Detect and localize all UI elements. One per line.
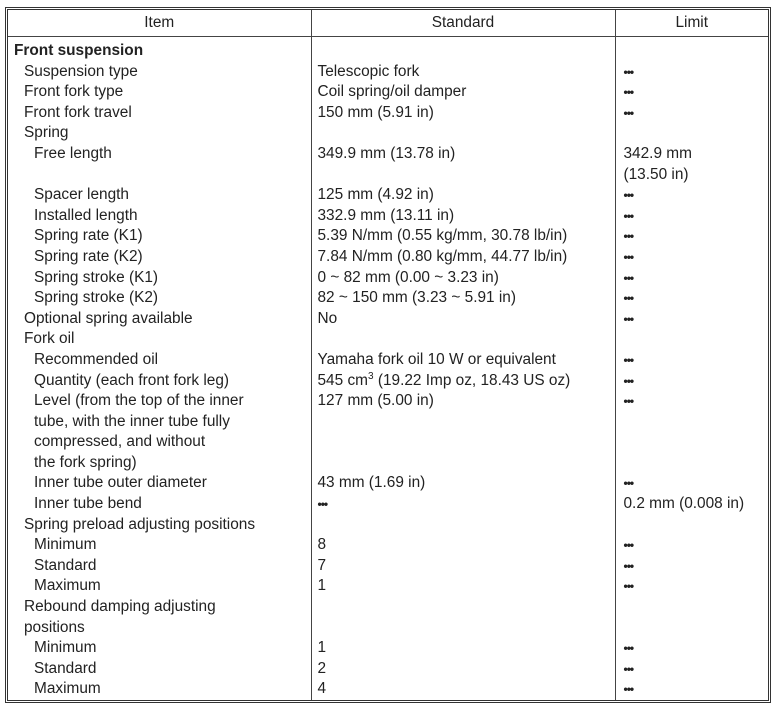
std-level: 127 mm (5.00 in) [317, 392, 434, 410]
item-quantity: Quantity (each front fork leg) [34, 371, 230, 389]
std-preload-minimum: 8 [317, 536, 327, 554]
section-row [8, 37, 768, 701]
std-spring-stroke-k1: 0 ~ 82 mm (0.00 ~ 3.23 in) [317, 268, 499, 286]
limit-quantity: ••• [623, 373, 634, 388]
section-title: Front suspension [14, 42, 144, 59]
item-spring-preload: Spring preload adjusting positions [24, 515, 256, 533]
item-rebound-minimum: Minimum [34, 639, 97, 657]
limit-inner-tube-bend: 0.2 mm (0.008 in) [623, 495, 745, 513]
item-spring-rate-k1: Spring rate (K1) [34, 227, 143, 245]
item-installed-length: Installed length [34, 206, 138, 224]
limit-free-length: 342.9 mm [623, 144, 692, 162]
limit-spring-rate-k1: ••• [623, 229, 634, 244]
item-suspension-type: Suspension type [24, 62, 138, 80]
limit-front-fork-type: ••• [623, 85, 634, 100]
std-preload-standard: 7 [317, 556, 327, 574]
header-item: Item [8, 10, 311, 37]
header-standard: Standard [311, 10, 615, 37]
std-spring-rate-k2: 7.84 N/mm (0.80 kg/mm, 44.77 lb/in) [317, 247, 568, 265]
header-row [8, 10, 768, 37]
limit-recommended-oil: ••• [623, 352, 634, 367]
item-level-line1: Level (from the top of the inner [34, 392, 244, 410]
item-rebound-maximum: Maximum [34, 680, 101, 698]
std-preload-maximum: 1 [317, 577, 327, 595]
item-optional-spring: Optional spring available [24, 309, 193, 327]
std-spring-rate-k1: 5.39 N/mm (0.55 kg/mm, 30.78 lb/in) [317, 227, 568, 245]
std-recommended-oil: Yamaha fork oil 10 W or equivalent [317, 350, 556, 368]
limit-rebound-standard: ••• [623, 661, 634, 676]
spec-table [8, 10, 768, 700]
limit-rebound-maximum: ••• [623, 682, 634, 697]
std-spring-stroke-k2: 82 ~ 150 mm (3.23 ~ 5.91 in) [317, 289, 516, 307]
std-front-fork-type: Coil spring/oil damper [317, 83, 467, 101]
item-preload-minimum: Minimum [34, 536, 97, 554]
item-rebound-standard: Standard [34, 659, 97, 677]
item-spring-stroke-k2: Spring stroke (K2) [34, 289, 159, 307]
limit-inner-tube-diameter: ••• [623, 476, 634, 491]
std-optional-spring: No [317, 309, 338, 327]
header-limit: Limit [615, 10, 768, 37]
item-preload-maximum: Maximum [34, 577, 101, 595]
item-level-line4: the fork spring) [34, 453, 137, 471]
item-level-line3: compressed, and without [34, 433, 206, 451]
limit-preload-maximum: ••• [623, 579, 634, 594]
item-inner-tube-bend: Inner tube bend [34, 495, 142, 513]
limit-spring-stroke-k1: ••• [623, 270, 634, 285]
std-suspension-type: Telescopic fork [317, 62, 420, 80]
limit-front-fork-travel: ••• [623, 105, 634, 120]
item-level-line2: tube, with the inner tube fully [34, 412, 230, 430]
item-spring-stroke-k1: Spring stroke (K1) [34, 268, 159, 286]
item-spring: Spring [24, 124, 69, 142]
spec-table-frame [5, 7, 771, 703]
item-inner-tube-diameter: Inner tube outer diameter [34, 474, 207, 492]
std-free-length: 349.9 mm (13.78 in) [317, 144, 456, 162]
limit-spring-stroke-k2: ••• [623, 291, 634, 306]
limit-optional-spring: ••• [623, 311, 634, 326]
std-front-fork-travel: 150 mm (5.91 in) [317, 103, 434, 121]
item-free-length: Free length [34, 144, 112, 162]
std-rebound-standard: 2 [317, 659, 327, 677]
std-rebound-maximum: 4 [317, 680, 327, 698]
item-rebound-line2: positions [24, 618, 85, 636]
std-inner-tube-diameter: 43 mm (1.69 in) [317, 474, 426, 492]
item-front-fork-travel: Front fork travel [24, 103, 132, 121]
limit-rebound-minimum: ••• [623, 641, 634, 656]
limit-preload-standard: ••• [623, 558, 634, 573]
item-rebound-line1: Rebound damping adjusting [24, 598, 216, 616]
limit-level: ••• [623, 394, 634, 409]
std-installed-length: 332.9 mm (13.11 in) [317, 206, 455, 224]
item-recommended-oil: Recommended oil [34, 350, 159, 368]
limit-suspension-type: ••• [623, 64, 634, 79]
std-inner-tube-bend: ••• [317, 497, 328, 512]
std-spacer-length: 125 mm (4.92 in) [317, 186, 434, 204]
std-rebound-minimum: 1 [317, 639, 327, 657]
limit-spacer-length: ••• [623, 188, 634, 203]
std-quantity: 545 $cm^3$ (19.22 Imp oz, 18.43 US oz) [317, 370, 571, 389]
limit-free-length-in: (13.50 in) [623, 165, 689, 183]
item-spring-rate-k2: Spring rate (K2) [34, 247, 143, 265]
item-spacer-length: Spacer length [34, 186, 129, 204]
item-front-fork-type: Front fork type [24, 83, 124, 101]
item-fork-oil: Fork oil [24, 330, 75, 348]
item-preload-standard: Standard [34, 556, 97, 574]
limit-preload-minimum: ••• [623, 538, 634, 553]
limit-spring-rate-k2: ••• [623, 249, 634, 264]
limit-installed-length: ••• [623, 208, 634, 223]
